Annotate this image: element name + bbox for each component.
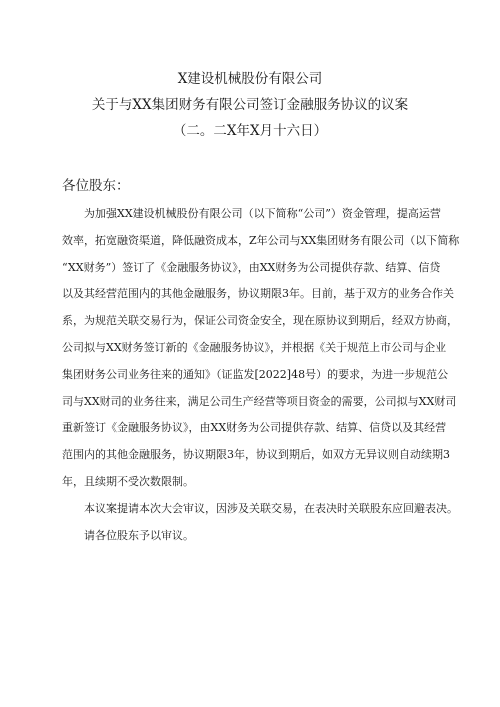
- salutation: 各位股东：: [62, 178, 130, 194]
- body-text: [62, 201, 462, 549]
- paragraph-line: 系，为规范关联交易行为，保证公司资金安全，现在原协议到期后，经双方协商，: [62, 314, 458, 328]
- paragraph-line: 以及其经营范围内的其他金融服务，协议期限3年。目前，基于双方的业务合作关: [62, 287, 454, 301]
- paragraph-line: 为加强XX建设机械股份有限公司（以下简称“公司”）资金管理，提高运营: [62, 207, 441, 220]
- paragraph-3: 请各位股东予以审议。: [62, 528, 194, 542]
- date-line: （二。二X年X月十六日）: [172, 123, 328, 139]
- company-name: X建设机械股份有限公司: [177, 71, 323, 87]
- paragraph-line: 司与XX财司的业务往来，满足公司生产经营等项目资金的需要，公司拟与XX财司: [62, 394, 457, 408]
- paragraph-1: [62, 201, 462, 496]
- title-block: [40, 66, 460, 144]
- paragraph-line: 公司拟与XX财务签订新的《金融服务协议》，并根据《关于规范上市公司与企业: [62, 340, 447, 354]
- paragraph-line: 集团财务公司业务往来的通知》（证监发[2022]48号）的要求，为进一步规范公: [62, 367, 449, 381]
- paragraph-line: 效率，拓宽融资渠道，降低融资成本，Z年公司与XX集团财务有限公司（以下简称: [62, 233, 460, 247]
- paragraph-line: 年，且续期不受次数限制。: [62, 474, 194, 488]
- paragraph-line: 范围内的其他金融服务，协议期限3年，协议到期后，如双方无异议则自动续期3: [62, 448, 450, 462]
- paragraph-line: “XX财务”）签订了《金融服务协议》，由XX财务为公司提供存款、结算、信贷: [62, 260, 441, 274]
- paragraph-2: 本议案提请本次大会审议，因涉及关联交易，在表决时关联股东应回避表决。: [62, 501, 458, 515]
- proposal-title: 关于与XX集团财务有限公司签订金融服务协议的议案: [91, 97, 409, 113]
- paragraph-line: 重新签订《金融服务协议》，由XX财务为公司提供存款、结算、信贷以及其经营: [62, 421, 447, 435]
